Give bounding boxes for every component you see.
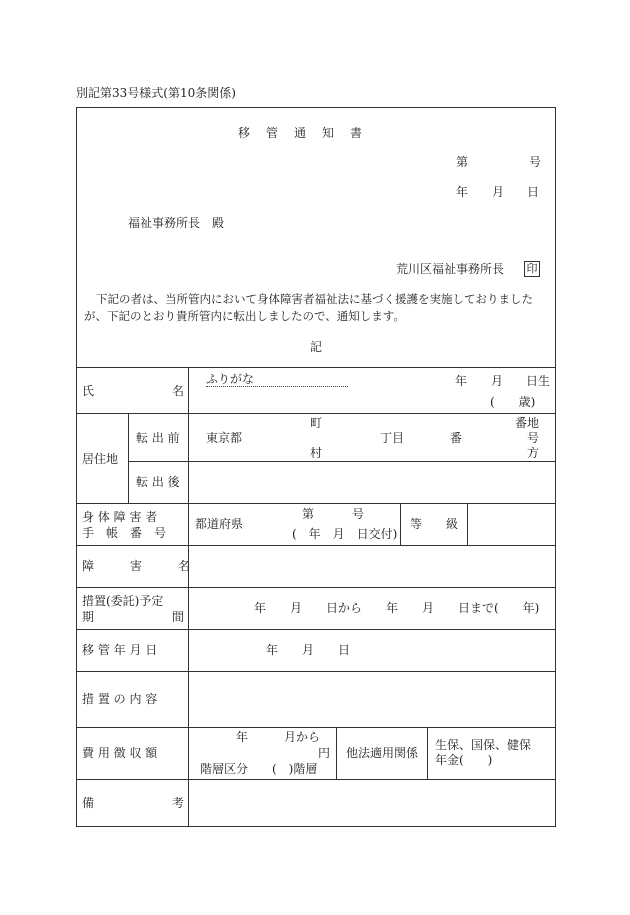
grade-label: 等 級 bbox=[410, 517, 459, 531]
address-chome: 丁目 bbox=[380, 431, 405, 445]
age-field: ( 歳) bbox=[490, 395, 536, 409]
seal-mark: 印 bbox=[524, 261, 540, 277]
body-text-line1: 下記の者は、当所管内において身体障害者福祉法に基づく援護を実施しておりました bbox=[96, 292, 533, 306]
table-top-rule bbox=[76, 367, 556, 368]
period-label-line1: 措置(委託)予定 bbox=[82, 594, 164, 608]
address-tokyo: 東京都 bbox=[206, 431, 243, 445]
address-go: 号 bbox=[527, 431, 540, 445]
ki-label: 記 bbox=[310, 340, 323, 354]
row-rule bbox=[128, 461, 556, 462]
certificate-label-line1: 身 体 障 害 者 bbox=[82, 510, 158, 524]
address-from-label: 転 出 前 bbox=[136, 431, 180, 445]
fee-from: 年 月から bbox=[236, 730, 321, 744]
address-to-label: 転 出 後 bbox=[136, 475, 180, 489]
doc-date-month: 月 bbox=[492, 185, 505, 199]
birth-year: 年 bbox=[455, 374, 468, 388]
remarks-label-left: 備 bbox=[82, 796, 95, 810]
insurance-rule bbox=[427, 727, 428, 779]
birth-day: 日生 bbox=[526, 374, 551, 388]
address-mura: 村 bbox=[310, 446, 323, 460]
form-frame bbox=[76, 107, 556, 827]
document-title: 移 管 通 知 書 bbox=[238, 126, 365, 140]
insurance-line2: 年金( ) bbox=[435, 753, 493, 767]
period-text: 年 月 日から 年 月 日まで( 年) bbox=[254, 601, 540, 615]
doc-date-day: 日 bbox=[527, 185, 540, 199]
furigana-line bbox=[206, 386, 348, 387]
certificate-dai: 第 bbox=[302, 507, 315, 521]
body-text-line2: が、下記のとおり貴所管内に転出しましたので、通知します。 bbox=[84, 309, 405, 323]
row-rule bbox=[76, 671, 556, 672]
other-law-label: 他法適用関係 bbox=[346, 746, 419, 760]
sender: 荒川区福祉事務所長 bbox=[396, 262, 505, 276]
measure-label: 措 置 の 内 容 bbox=[82, 692, 158, 706]
grade-value-rule bbox=[467, 503, 468, 545]
certificate-prefecture: 都道府県 bbox=[195, 517, 244, 531]
fee-class: 階層区分 ( )階層 bbox=[200, 762, 318, 776]
certificate-issued: ( 年 月 日交付) bbox=[292, 527, 398, 541]
period-label-line2-left: 期 bbox=[82, 610, 95, 624]
period-label-line2-right: 間 bbox=[172, 610, 185, 624]
address-kata: 方 bbox=[527, 446, 540, 460]
furigana-label: ふりがな bbox=[206, 372, 255, 386]
certificate-label-line2: 手 帳 番 号 bbox=[82, 526, 167, 540]
address-label: 居住地 bbox=[82, 452, 119, 466]
fee-label: 費 用 徴 収 額 bbox=[82, 746, 158, 760]
name-label-left: 氏 bbox=[82, 384, 95, 398]
address-ban: 番 bbox=[450, 431, 463, 445]
row-rule bbox=[76, 727, 556, 728]
doc-number-go: 号 bbox=[529, 155, 542, 169]
name-label-right: 名 bbox=[172, 384, 185, 398]
insurance-line1: 生保、国保、健保 bbox=[435, 738, 532, 752]
certificate-go: 号 bbox=[352, 507, 365, 521]
row-rule bbox=[76, 779, 556, 780]
grade-rule bbox=[400, 503, 401, 545]
disability-label: 障 害 名 bbox=[82, 559, 191, 573]
transfer-date-text: 年 月 日 bbox=[266, 643, 351, 657]
label-column-rule bbox=[188, 367, 189, 827]
remarks-label-right: 考 bbox=[172, 796, 185, 810]
row-rule bbox=[76, 413, 556, 414]
address-sub-rule bbox=[128, 413, 129, 503]
row-rule bbox=[76, 545, 556, 546]
other-law-rule bbox=[336, 727, 337, 779]
birth-month: 月 bbox=[491, 374, 504, 388]
row-rule bbox=[76, 503, 556, 504]
address-banchi: 番地 bbox=[515, 416, 540, 430]
fee-yen: 円 bbox=[318, 746, 331, 760]
row-rule bbox=[76, 587, 556, 588]
form-label: 別記第33号様式(第10条関係) bbox=[76, 86, 236, 100]
doc-number-dai: 第 bbox=[456, 155, 469, 169]
doc-date-year: 年 bbox=[456, 185, 469, 199]
row-rule bbox=[76, 629, 556, 630]
addressee: 福祉事務所長 殿 bbox=[128, 216, 225, 230]
transfer-date-label: 移 管 年 月 日 bbox=[82, 643, 158, 657]
address-machi: 町 bbox=[310, 416, 323, 430]
